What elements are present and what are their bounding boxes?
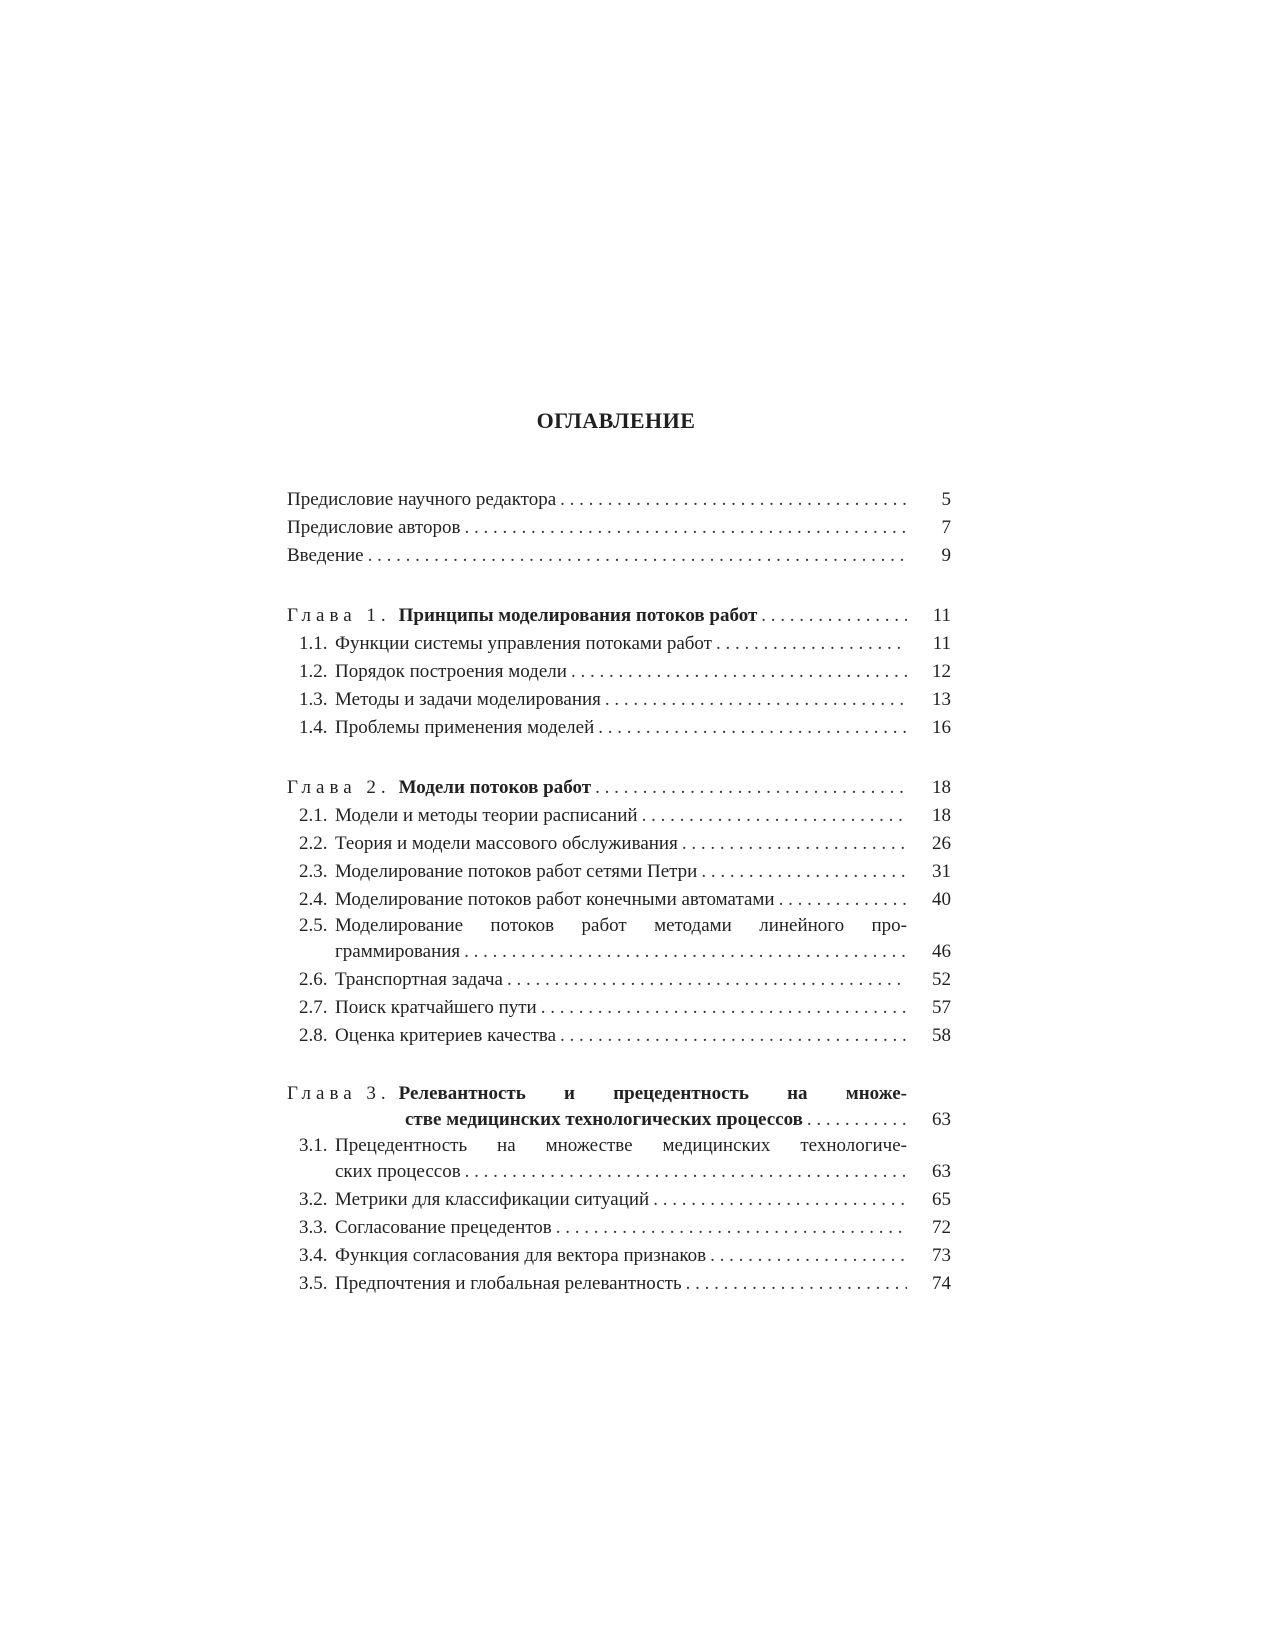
section-text: Проблемы применения моделей <box>335 717 595 738</box>
dot-leader <box>807 1106 907 1134</box>
dot-leader <box>710 1242 907 1270</box>
section-text-continued: граммирования <box>335 941 461 962</box>
toc-section[interactable] <box>287 714 951 742</box>
toc-entry-page: 5 <box>941 489 951 510</box>
toc-section[interactable] <box>287 1022 951 1050</box>
section-text: Поиск кратчайшего пути <box>335 997 537 1018</box>
toc-entry-page: 9 <box>941 545 951 566</box>
section-number: 3.5. <box>299 1273 328 1294</box>
section-number: 1.2. <box>299 661 328 682</box>
section-text-continued: ских процессов <box>335 1161 461 1182</box>
toc-chapter-1[interactable] <box>287 602 951 630</box>
toc-entry-page: 63 <box>932 1109 951 1130</box>
toc-section[interactable] <box>287 858 951 886</box>
section-text: Функции системы управления потоками работ <box>335 633 712 654</box>
dot-leader <box>465 1158 907 1186</box>
dot-leader <box>642 802 907 830</box>
toc-entry-text: Предисловие научного редактора <box>287 489 557 510</box>
toc-chapter-3[interactable] <box>287 1082 951 1134</box>
toc-section[interactable] <box>287 802 951 830</box>
section-number: 2.3. <box>299 861 328 882</box>
section-number: 2.2. <box>299 833 328 854</box>
toc-entry-page: 18 <box>932 777 951 798</box>
toc-entry-page: 72 <box>932 1217 951 1238</box>
section-text: Функция согласования для вектора признаков <box>335 1245 707 1266</box>
toc-entry-text: Предисловие авторов <box>287 517 461 538</box>
chapter-label: Глава 1. <box>287 605 391 626</box>
toc-chapter-2[interactable] <box>287 774 951 802</box>
dot-leader <box>541 994 907 1022</box>
dot-leader <box>701 858 907 886</box>
section-number: 1.3. <box>299 689 328 710</box>
dot-leader <box>653 1186 907 1214</box>
section-text: Моделирование потоков работ сетями Петри <box>335 861 698 882</box>
toc-entry-page: 58 <box>932 1025 951 1046</box>
toc-entry-page: 12 <box>932 661 951 682</box>
section-text: Оценка критериев качества <box>335 1025 557 1046</box>
toc-entry-page: 46 <box>932 941 951 962</box>
dot-leader <box>605 686 907 714</box>
dot-leader <box>682 830 907 858</box>
section-number: 2.4. <box>299 889 328 910</box>
section-number: 1.4. <box>299 717 328 738</box>
chapter-label: Глава 3. <box>287 1083 391 1104</box>
toc-section[interactable] <box>287 686 951 714</box>
toc-entry-page: 63 <box>932 1161 951 1182</box>
page-title: ОГЛАВЛЕНИЕ <box>536 408 696 433</box>
dot-leader <box>779 886 907 914</box>
toc-entry-page: 11 <box>932 605 951 626</box>
toc-entry[interactable] <box>287 542 951 570</box>
toc-section[interactable] <box>287 830 951 858</box>
section-text: Моделирование потоков работ конечными автоматами <box>335 889 775 910</box>
toc-entry-page: 73 <box>932 1245 951 1266</box>
section-text: Предпочтения и глобальная релевантность <box>335 1273 682 1294</box>
toc-section[interactable] <box>287 1214 951 1242</box>
section-number: 2.7. <box>299 997 328 1018</box>
section-text: Модели и методы теории расписаний <box>335 805 638 826</box>
toc-entry-page: 65 <box>932 1189 951 1210</box>
section-number: 2.5. <box>299 915 328 936</box>
section-number: 3.1. <box>299 1135 328 1156</box>
toc-section[interactable] <box>287 1186 951 1214</box>
dot-leader <box>560 1022 907 1050</box>
dot-leader <box>507 966 907 994</box>
toc-section[interactable] <box>287 630 951 658</box>
toc-entry-page: 52 <box>932 969 951 990</box>
section-number: 2.6. <box>299 969 328 990</box>
toc-section[interactable] <box>287 1270 951 1298</box>
table-of-contents <box>287 486 951 1298</box>
toc-entry-page: 31 <box>932 861 951 882</box>
chapter-title: Модели потоков работ <box>398 777 592 798</box>
section-number: 3.2. <box>299 1189 328 1210</box>
dot-leader <box>368 542 907 570</box>
toc-entry-page: 74 <box>932 1273 951 1294</box>
section-number: 3.3. <box>299 1217 328 1238</box>
section-number: 1.1. <box>299 633 328 654</box>
toc-entry-page: 16 <box>932 717 951 738</box>
toc-entry-page: 18 <box>932 805 951 826</box>
dot-leader <box>595 774 907 802</box>
toc-entry-page: 40 <box>932 889 951 910</box>
dot-leader <box>556 1214 907 1242</box>
toc-section[interactable] <box>287 994 951 1022</box>
toc-section[interactable] <box>287 658 951 686</box>
toc-entry[interactable] <box>287 486 951 514</box>
chapter-title-continued: стве медицинских технологических процессов <box>405 1109 803 1130</box>
dot-leader <box>598 714 907 742</box>
dot-leader <box>464 514 907 542</box>
section-text: Согласование прецедентов <box>335 1217 552 1238</box>
section-text: Моделирование потоков работ методами линейного про- <box>335 915 907 936</box>
toc-entry-page: 26 <box>932 833 951 854</box>
dot-leader <box>761 602 907 630</box>
toc-entry-text: Введение <box>287 545 364 566</box>
section-text: Порядок построения модели <box>335 661 567 682</box>
toc-section[interactable] <box>287 886 951 914</box>
toc-section[interactable] <box>287 966 951 994</box>
toc-entry-page: 7 <box>941 517 951 538</box>
toc-section[interactable] <box>287 1242 951 1270</box>
toc-section[interactable] <box>287 914 951 966</box>
chapter-label: Глава 2. <box>287 777 391 798</box>
dot-leader <box>560 486 907 514</box>
section-text: Прецедентность на множестве медицинских технологиче- <box>335 1135 907 1156</box>
section-text: Методы и задачи моделирования <box>335 689 601 710</box>
section-number: 3.4. <box>299 1245 328 1266</box>
dot-leader <box>716 630 907 658</box>
section-text: Теория и модели массового обслуживания <box>335 833 678 854</box>
dot-leader <box>571 658 907 686</box>
chapter-title: Принципы моделирования потоков работ <box>398 605 758 626</box>
section-number: 2.1. <box>299 805 328 826</box>
toc-section[interactable] <box>287 1134 951 1186</box>
section-text: Транспортная задача <box>335 969 503 990</box>
toc-entry-page: 57 <box>932 997 951 1018</box>
section-number: 2.8. <box>299 1025 328 1046</box>
section-text: Метрики для классификации ситуаций <box>335 1189 650 1210</box>
toc-entry[interactable] <box>287 514 951 542</box>
toc-entry-page: 11 <box>932 633 951 654</box>
chapter-title: Релевантность и прецедентность на множе- <box>398 1083 907 1104</box>
dot-leader <box>464 938 907 966</box>
dot-leader <box>686 1270 907 1298</box>
toc-entry-page: 13 <box>932 689 951 710</box>
